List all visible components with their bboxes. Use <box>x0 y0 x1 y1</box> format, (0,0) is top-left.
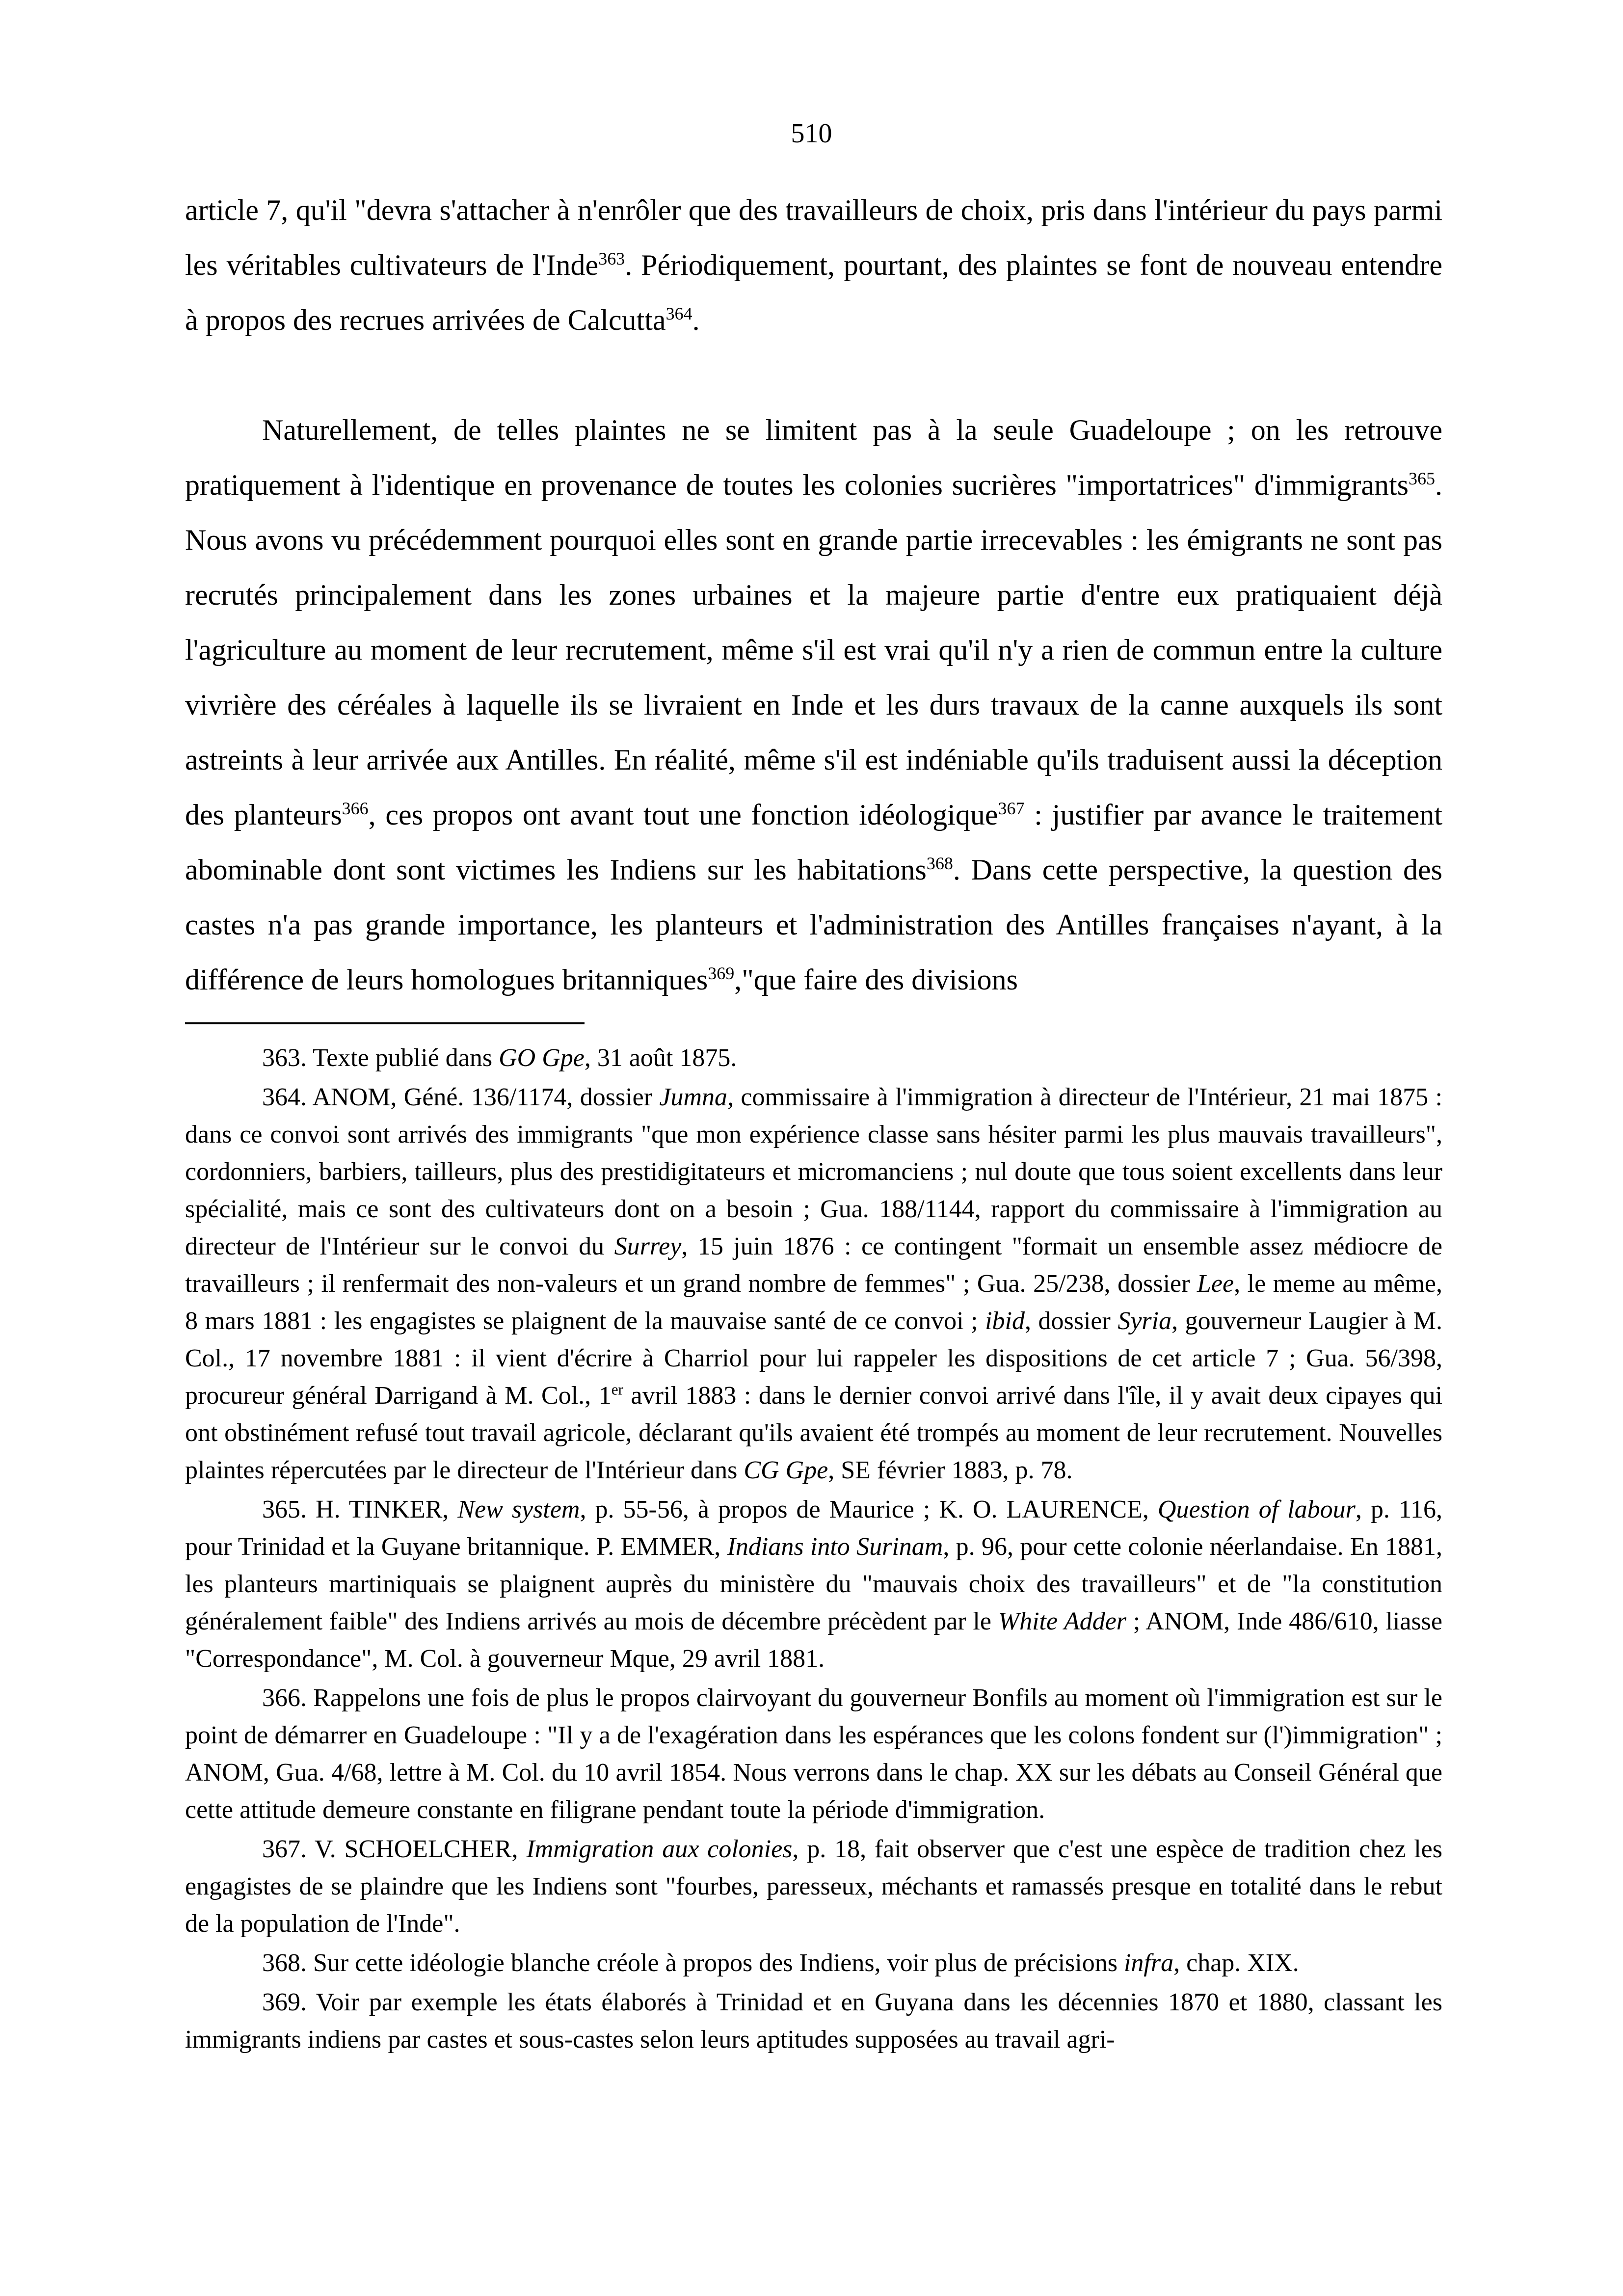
footnote-369: 369. Voir par exemple les états élaborés à Trinidad et en Guyana dans les décennies 1870 et 1880, classant les immigrants indiens par castes et sous-castes selon leurs aptitudes supposées au travail agri- <box>185 1988 1442 2054</box>
footnote-reference: 367 <box>998 799 1025 818</box>
paragraph: article 7, qu'il "devra s'attacher à n'enrôler que des travailleurs de choix, pris dans l'intérieur du pays parmi les véritables cultivateurs de l'Inde$^{363}$. Périodiquement, pourtant, des plaintes se font de nouveau entendre à propos des recrues arrivées de Calcutta$^{364}$. <box>185 194 1442 336</box>
italic-title: Lee <box>1197 1270 1234 1298</box>
footnotes <box>185 1040 1442 2060</box>
page-number: 510 <box>791 118 832 149</box>
italic-title: Question of labour <box>1157 1495 1356 1523</box>
footnote-365: 365. H. TINKER, New system, p. 55-56, à propos de Maurice ; K. O. LAURENCE, Question of labour, p. 116, pour Trinidad et la Guyane britannique. P. EMMER, Indians into Surinam, p. 96, pour cette colonie néerlandaise. En 1881, les planteurs martiniquais se plaignent auprès du ministère du "mauvais choix des travailleurs" et de "la constitution généralement faible" des Indiens arrivés au mois de décembre précèdent par le White Adder ; ANOM, Inde 486/610, liasse "Correspondance", M. Col. à gouverneur Mque, 29 avril 1881. <box>185 1495 1443 1673</box>
footnote-367: 367. V. SCHOELCHER, Immigration aux colonies, p. 18, fait observer que c'est une espèce de tradition chez les engagistes de se plaindre que les Indiens sont "fourbes, paresseux, méchants et ramassés presque en totalité dans le rebut de la population de l'Inde". <box>185 1835 1443 1938</box>
italic-title: White Adder <box>998 1607 1127 1635</box>
footnote-366: 366. Rappelons une fois de plus le propos clairvoyant du gouverneur Bonfils au moment où l'immigration est sur le point de démarrer en Guadeloupe : "Il y a de l'exagération dans les espérances que les colons fondent sur (l')immigration" ; ANOM, Gua. 4/68, lettre à M. Col. du 10 avril 1854. Nous verrons dans le chap. XX sur les débats au Conseil Général que cette attitude demeure constante en filigrane pendant toute la période d'immigration. <box>185 1684 1442 1824</box>
italic-title: Surrey <box>614 1232 682 1260</box>
italic-title: GO Gpe <box>499 1044 585 1072</box>
footnote-reference: 364 <box>665 304 692 323</box>
footnote-368: 368. Sur cette idéologie blanche créole à propos des Indiens, voir plus de précisions infra, chap. XIX. <box>262 1949 1299 1977</box>
italic-title: ibid <box>985 1307 1025 1335</box>
italic-title: infra <box>1123 1949 1174 1977</box>
italic-title: Jumna <box>659 1083 728 1111</box>
paragraph: Naturellement, de telles plaintes ne se limitent pas à la seule Guadeloupe ; on les retrouve pratiquement à l'identique en provenance de toutes les colonies sucrières "importatrices" d'immigrants$^{365}$. Nous avons vu précédemment pourquoi elles sont en grande partie irrecevables : les émigrants ne sont pas recrutés principalement dans les zones urbaines et la majeure partie d'entre eux pratiquaient déjà l'agriculture au moment de leur recrutement, même s'il est vrai qu'il n'y a rien de commun entre la culture vivrière des céréales à laquelle ils se livraient en Inde et les durs travaux de la canne auxquels ils sont astreints à leur arrivée aux Antilles. En réalité, même s'il est indéniable qu'ils traduisent aussi la déception des planteurs$^{366}$, ces propos ont avant tout une fonction idéologique$^{367}$ : justifier par avance le traitement abominable dont sont victimes les Indiens sur les habitations$^{368}$. Dans cette perspective, la question des castes n'a pas grande importance, les planteurs et l'administration des Antilles françaises n'ayant, à la différence de leurs homologues britanniques$^{369}$,"que faire des divisions <box>185 414 1443 996</box>
main-text <box>185 183 1442 1007</box>
footnote-363: 363. Texte publié dans GO Gpe, 31 août 1875. <box>262 1044 737 1072</box>
italic-title: CG Gpe <box>744 1456 828 1484</box>
italic-title: Syria <box>1117 1307 1172 1335</box>
footnote-reference: 369 <box>708 963 735 983</box>
footnote-reference: 366 <box>342 799 369 818</box>
footnote-reference: 363 <box>598 249 625 268</box>
footnote-reference: er <box>611 1381 623 1398</box>
footnote-364: 364. ANOM, Géné. 136/1174, dossier Jumna, commissaire à l'immigration à directeur de l'Intérieur, 21 mai 1875 : dans ce convoi sont arrivés des immigrants "que mon expérience classe sans hésiter parmi les plus mauvais travailleurs", cordonniers, barbiers, tailleurs, plus des prestidigitateurs et micromanciens ; nul doute que tous soient excellents dans leur spécialité, mais ce sont des cultivateurs dont on a besoin ; Gua. 188/1144, rapport du commissaire à l'immigration au directeur de l'Intérieur sur le convoi du Surrey, 15 juin 1876 : ce contingent "formait un ensemble assez médiocre de travailleurs ; il renfermait des non-valeurs et un grand nombre de femmes" ; Gua. 25/238, dossier Lee, le meme au même, 8 mars 1881 : les engagistes se plaignent de la mauvaise santé de ce convoi ; ibid, dossier Syria, gouverneur Laugier à M. Col., 17 novembre 1881 : il vient d'écrire à Charriol pour lui rappeler les dispositions de cet article 7 ; Gua. 56/398, procureur général Darrigand à M. Col., 1er avril 1883 : dans le dernier convoi arrivé dans l'île, il y avait deux cipayes qui ont obstinément refusé tout travail agricole, déclarant qu'ils avaient été trompés au moment de leur recrutement. Nouvelles plaintes répercutées par le directeur de l'Intérieur dans CG Gpe, SE février 1883, p. 78. <box>185 1083 1442 1484</box>
footnote-reference: 365 <box>1409 469 1435 488</box>
italic-title: Immigration aux colonies <box>526 1835 793 1863</box>
footnote-separator <box>185 1022 585 1024</box>
italic-title: Indians into Surinam <box>727 1533 943 1561</box>
footnote-reference: 368 <box>926 854 953 873</box>
italic-title: New system <box>457 1495 580 1523</box>
